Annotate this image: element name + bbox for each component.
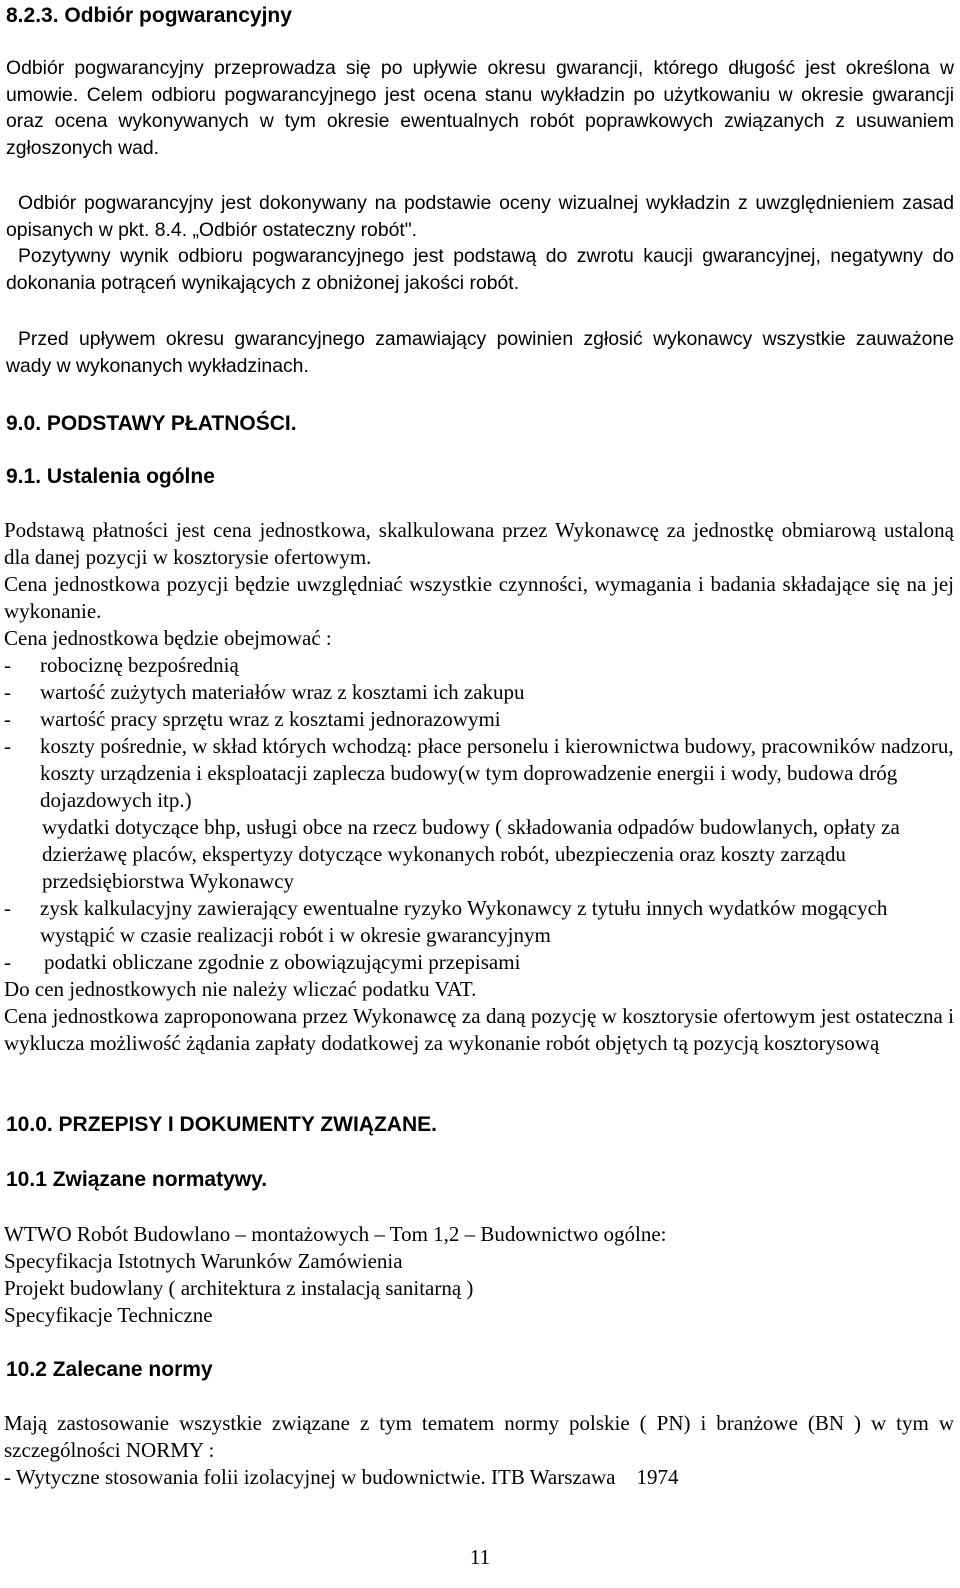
list-dash: - [4,734,11,758]
section-heading-10-0: 10.0. PRZEPISY I DOKUMENTY ZWIĄZANE. [6,1113,437,1136]
paragraph-post-warranty-report: Przed upływem okresu gwarancyjnego zamawiający powinien zgłosić wykonawcy wszystkie zauważone wady w wykonanych wykładzinach. [6,328,954,377]
list-item [4,652,954,679]
list-item-text: zysk kalkulacyjny zawierający ewentualne ryzyko Wykonawcy z tytułu innych wydatków mogących wystąpić w czasie realizacji robót i w okresie gwarancyjnym [40,896,888,947]
list-intro: Cena jednostkowa będzie obejmować : [4,626,332,650]
list-item-text: koszty pośrednie, w skład których wchodzą: płace personelu i kierownictwa budowy, pracowników nadzoru, koszty urządzenia i eksploatacji zaplecza budowy(w tym doprowadzenie energii i wody, budowa dróg dojazdowych itp.) [40,734,954,812]
vat-note: Do cen jednostkowych nie należy wliczać podatku VAT. [4,977,477,1001]
list-item-text: robociznę bezpośrednią [40,653,239,677]
section-heading-9-1: 9.1. Ustalenia ogólne [6,465,215,488]
list-item-text: wydatki dotyczące bhp, usługi obce na rzecz budowy ( składowania odpadów budowlanych, opłaty za dzierżawę placów, ekspertyzy dotyczące wykonanych robót, ubezpieczenia oraz koszty zarządu przedsiębiorstwa Wykonawcy [42,815,900,893]
reference-line: WTWO Robót Budowlano – montażowych – Tom 1,2 – Budownictwo ogólne: [4,1222,667,1246]
list-dash: - [4,950,11,974]
paragraph-unit-price-scope: Cena jednostkowa pozycji będzie uwzględniać wszystkie czynności, wymagania i badania składające się na jej wykonanie. [4,572,954,623]
list-item [4,706,954,733]
reference-line: Specyfikacje Techniczne [4,1303,213,1327]
list-dash: - [4,707,11,731]
list-item [4,679,954,706]
list-item [4,949,954,976]
list-item-text: podatki obliczane zgodnie z obowiązującymi przepisami [44,950,521,974]
section-heading-9-0: 9.0. PODSTAWY PŁATNOŚCI. [6,412,297,435]
paragraph-payment-basis: Podstawą płatności jest cena jednostkowa, skalkulowana przez Wykonawcę za jednostkę obmiarową ustaloną dla danej pozycji w kosztorysie ofertowym. [4,518,954,569]
page-number: 11 [469,1545,491,1569]
reference-line: Projekt budowlany ( architektura z instalacją sanitarną ) [4,1276,474,1300]
list-item [4,733,954,814]
section-heading-8-2-3: 8.2.3. Odbiór pogwarancyjny [6,4,292,27]
list-dash: - [4,680,11,704]
list-dash: - [4,653,11,677]
paragraph-post-warranty-result: Pozytywny wynik odbioru pogwarancyjnego jest podstawą do zwrotu kaucji gwarancyjnej, negatywny do dokonania potrąceń wynikających z obniżonej jakości robót. [6,245,954,294]
list-item [4,814,954,895]
reference-line: Specyfikacja Istotnych Warunków Zamówienia [4,1249,403,1273]
section-heading-10-2: 10.2 Zalecane normy [6,1358,213,1381]
paragraph-recommended-norms: Mają zastosowanie wszystkie związane z tym tematem normy polskie ( PN) i branżowe (BN ) w tym w szczególności NORMY : [4,1411,954,1462]
list-item [4,895,954,949]
section-heading-10-1: 10.1 Związane normatywy. [6,1168,268,1191]
list-dash: - [4,896,11,920]
norm-line: - Wytyczne stosowania folii izolacyjnej w budownictwie. ITB Warszawa 1974 [4,1465,679,1489]
paragraph-post-warranty-intro: Odbiór pogwarancyjny przeprowadza się po upływie okresu gwarancji, którego długość jest określona w umowie. Celem odbioru pogwarancyjnego jest ocena stanu wykładzin po użytkowaniu w okresie gwarancji oraz ocena wykonywanych w tym okresie ewentualnych robót poprawkowych związanych z usuwaniem zgłoszonych wad. [6,57,954,159]
paragraph-final-price: Cena jednostkowa zaproponowana przez Wykonawcę za daną pozycję w kosztorysie ofertowym jest ostateczna i wyklucza możliwość żądania zapłaty dodatkowej za wykonanie robót objętych tą pozycją kosztorysową [4,1004,954,1055]
paragraph-post-warranty-visual: Odbiór pogwarancyjny jest dokonywany na podstawie oceny wizualnej wykładzin z uwzględnieniem zasad opisanych w pkt. 8.4. „Odbiór ostateczny robót". [6,192,954,241]
list-item-text: wartość pracy sprzętu wraz z kosztami jednorazowymi [40,707,501,731]
list-item-text: wartość zużytych materiałów wraz z kosztami ich zakupu [40,680,525,704]
